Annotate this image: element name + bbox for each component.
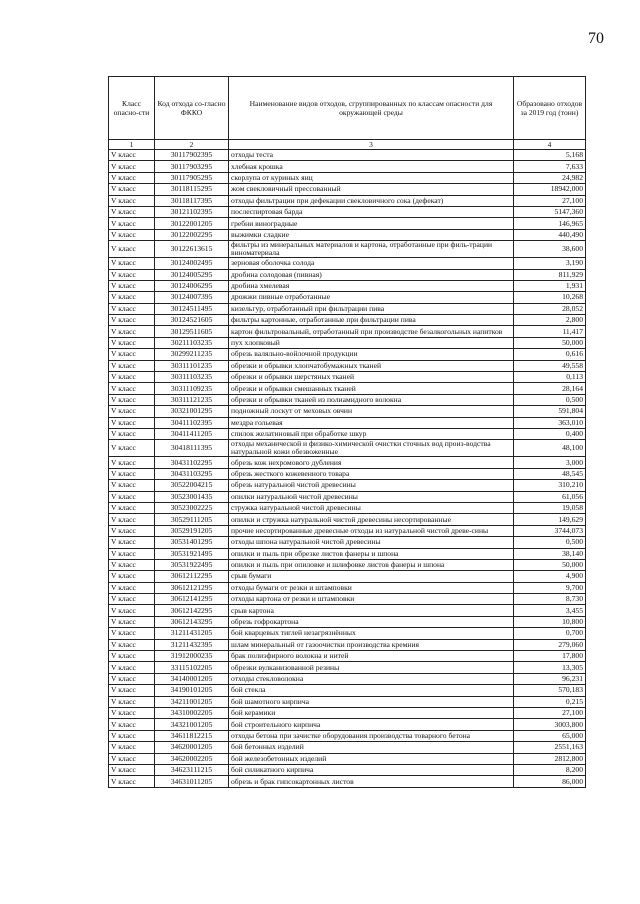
row-name: спилок желатиновый при обработке шкур xyxy=(229,428,514,439)
table-row xyxy=(109,707,586,718)
table-row xyxy=(109,150,586,161)
table-row xyxy=(109,360,586,371)
row-name: пух хлопковый xyxy=(229,337,514,348)
row-code: 30311109235 xyxy=(155,383,229,394)
column-number-row xyxy=(109,140,586,150)
row-name: послеспиртовая барда xyxy=(229,206,514,217)
row-name: жом свекловичный прессованный xyxy=(229,184,514,195)
table-row xyxy=(109,514,586,525)
row-code: 30122001205 xyxy=(155,218,229,229)
row-name: бой керамики xyxy=(229,707,514,718)
row-class: V класс xyxy=(109,315,155,326)
row-amount: 440,490 xyxy=(514,229,586,240)
row-amount: 3003,800 xyxy=(514,719,586,730)
row-amount: 279,060 xyxy=(514,639,586,650)
table-row xyxy=(109,184,586,195)
row-name: зерновая оболочка солода xyxy=(229,258,514,269)
row-name: хлебная крошка xyxy=(229,161,514,172)
row-code: 30118115295 xyxy=(155,184,229,195)
row-code: 30124006295 xyxy=(155,280,229,291)
row-code: 30311121235 xyxy=(155,394,229,405)
row-name: отходы шпона натуральной чистой древесины xyxy=(229,537,514,548)
row-name: обрезки и обрывки смешанных тканей xyxy=(229,383,514,394)
table-row xyxy=(109,582,586,593)
table-row xyxy=(109,172,586,183)
table-row xyxy=(109,417,586,428)
table-row xyxy=(109,269,586,280)
row-class: V класс xyxy=(109,502,155,513)
row-amount: 86,000 xyxy=(514,776,586,787)
table-row xyxy=(109,258,586,269)
table-row xyxy=(109,161,586,172)
header-code: Код отхода со-гласно ФККО xyxy=(155,77,229,140)
row-amount: 8,730 xyxy=(514,594,586,605)
row-code: 30118117395 xyxy=(155,195,229,206)
row-code: 30529111205 xyxy=(155,514,229,525)
row-code: 30121102395 xyxy=(155,206,229,217)
row-name: стружка натуральной чистой древесины xyxy=(229,502,514,513)
row-name: картон фильтровальный, отработанный при производстве безалкогольных напитков xyxy=(229,326,514,337)
row-amount: 18942,000 xyxy=(514,184,586,195)
table-row xyxy=(109,218,586,229)
row-code: 30411102395 xyxy=(155,417,229,428)
row-amount: 38,140 xyxy=(514,548,586,559)
row-class: V класс xyxy=(109,525,155,536)
table-row xyxy=(109,571,586,582)
row-code: 30122002295 xyxy=(155,229,229,240)
row-name: обрезь и брак гипсокартонных листов xyxy=(229,776,514,787)
row-code: 30612121295 xyxy=(155,582,229,593)
row-amount: 8,200 xyxy=(514,764,586,775)
row-amount: 149,629 xyxy=(514,514,586,525)
row-name: дробина солодовая (пивная) xyxy=(229,269,514,280)
row-amount: 3,000 xyxy=(514,457,586,468)
row-amount: 591,804 xyxy=(514,406,586,417)
table-row xyxy=(109,383,586,394)
row-class: V класс xyxy=(109,582,155,593)
header-amount: Образовано отходов за 2019 год (тонн) xyxy=(514,77,586,140)
row-code: 30311101235 xyxy=(155,360,229,371)
row-class: V класс xyxy=(109,258,155,269)
row-code: 34321001205 xyxy=(155,719,229,730)
row-code: 30124002495 xyxy=(155,258,229,269)
row-name: прочие несортированные древесные отходы из натуральной чистой древе-сины xyxy=(229,525,514,536)
row-class: V класс xyxy=(109,326,155,337)
table-row xyxy=(109,394,586,405)
row-class: V класс xyxy=(109,360,155,371)
row-name: срыв картона xyxy=(229,605,514,616)
table-row xyxy=(109,525,586,536)
header-class: Класс опасно-сти xyxy=(109,77,155,140)
row-code: 34140001205 xyxy=(155,673,229,684)
row-class: V класс xyxy=(109,764,155,775)
row-amount: 61,056 xyxy=(514,491,586,502)
row-amount: 4,900 xyxy=(514,571,586,582)
row-code: 30522004215 xyxy=(155,480,229,491)
row-code: 30124511495 xyxy=(155,303,229,314)
row-name: обрезки и обрывки хлопчатобумажных тканей xyxy=(229,360,514,371)
row-class: V класс xyxy=(109,605,155,616)
column-number: 1 xyxy=(109,140,155,150)
row-class: V класс xyxy=(109,218,155,229)
row-amount: 50,000 xyxy=(514,337,586,348)
row-amount: 2,800 xyxy=(514,315,586,326)
row-amount: 146,965 xyxy=(514,218,586,229)
table-row xyxy=(109,206,586,217)
row-code: 30211103235 xyxy=(155,337,229,348)
row-name: скорлупа от куриных яиц xyxy=(229,172,514,183)
row-class: V класс xyxy=(109,696,155,707)
row-class: V класс xyxy=(109,440,155,457)
table-row xyxy=(109,696,586,707)
row-amount: 28,164 xyxy=(514,383,586,394)
row-name: фильтры картонные, отработанные при фильтрации пива xyxy=(229,315,514,326)
table-row xyxy=(109,292,586,303)
table-row xyxy=(109,241,586,258)
row-amount: 0,500 xyxy=(514,394,586,405)
row-name: кизельгур, отработанный при фильтрации пива xyxy=(229,303,514,314)
row-amount: 24,982 xyxy=(514,172,586,183)
row-name: обрезь валяльно-войлочной продукции xyxy=(229,349,514,360)
row-code: 31912000235 xyxy=(155,651,229,662)
row-class: V класс xyxy=(109,383,155,394)
row-name: отходы бетона при зачистке оборудования производства товарного бетона xyxy=(229,730,514,741)
page-number: 70 xyxy=(588,30,604,47)
row-amount: 811,929 xyxy=(514,269,586,280)
row-amount: 0,400 xyxy=(514,428,586,439)
row-amount: 50,000 xyxy=(514,559,586,570)
row-amount: 0,616 xyxy=(514,349,586,360)
row-amount: 11,417 xyxy=(514,326,586,337)
row-code: 30531401295 xyxy=(155,537,229,548)
row-name: бой силикатного кирпича xyxy=(229,764,514,775)
row-amount: 10,268 xyxy=(514,292,586,303)
row-name: отходы бумаги от резки и штамповки xyxy=(229,582,514,593)
row-amount: 310,210 xyxy=(514,480,586,491)
row-amount: 0,700 xyxy=(514,628,586,639)
table-row xyxy=(109,337,586,348)
row-class: V класс xyxy=(109,480,155,491)
row-name: бой кварцевых тиглей незагрязнённых xyxy=(229,628,514,639)
row-class: V класс xyxy=(109,372,155,383)
table-row xyxy=(109,315,586,326)
row-class: V класс xyxy=(109,616,155,627)
row-class: V класс xyxy=(109,229,155,240)
row-code: 30117903295 xyxy=(155,161,229,172)
row-amount: 5147,360 xyxy=(514,206,586,217)
column-number: 3 xyxy=(229,140,514,150)
row-class: V класс xyxy=(109,150,155,161)
row-amount: 3744,073 xyxy=(514,525,586,536)
table-row xyxy=(109,559,586,570)
row-code: 30117905295 xyxy=(155,172,229,183)
row-class: V класс xyxy=(109,559,155,570)
table-row xyxy=(109,594,586,605)
row-name: опилки и стружка натуральной чистой древесины несортированные xyxy=(229,514,514,525)
header-name: Наименование видов отходов, сгруппированных по классам опасности для окружающей среды xyxy=(229,77,514,140)
table-row xyxy=(109,776,586,787)
row-name: выжимки сладкие xyxy=(229,229,514,240)
row-code: 30117902395 xyxy=(155,150,229,161)
row-code: 30612141295 xyxy=(155,594,229,605)
row-code: 30124005295 xyxy=(155,269,229,280)
row-class: V класс xyxy=(109,468,155,479)
table-row xyxy=(109,628,586,639)
row-code: 30523001435 xyxy=(155,491,229,502)
row-class: V класс xyxy=(109,776,155,787)
table-row xyxy=(109,440,586,457)
row-class: V класс xyxy=(109,742,155,753)
table-row xyxy=(109,428,586,439)
row-name: бой стекла xyxy=(229,685,514,696)
column-number: 4 xyxy=(514,140,586,150)
row-name: дробина хмелевая xyxy=(229,280,514,291)
row-amount: 0,215 xyxy=(514,696,586,707)
row-name: отходы теста xyxy=(229,150,514,161)
row-class: V класс xyxy=(109,406,155,417)
row-amount: 2551,163 xyxy=(514,742,586,753)
row-class: V класс xyxy=(109,651,155,662)
row-code: 34211001205 xyxy=(155,696,229,707)
row-class: V класс xyxy=(109,491,155,502)
waste-table xyxy=(108,76,586,788)
row-code: 33115102205 xyxy=(155,662,229,673)
table-row xyxy=(109,616,586,627)
table-row xyxy=(109,673,586,684)
row-code: 34190101205 xyxy=(155,685,229,696)
row-amount: 28,052 xyxy=(514,303,586,314)
row-code: 30523002225 xyxy=(155,502,229,513)
row-name: бой бетонных изделий xyxy=(229,742,514,753)
row-amount: 5,168 xyxy=(514,150,586,161)
row-name: обрезки вулканизованной резины xyxy=(229,662,514,673)
table-row xyxy=(109,195,586,206)
table-row xyxy=(109,480,586,491)
row-code: 34620002205 xyxy=(155,753,229,764)
row-amount: 3,455 xyxy=(514,605,586,616)
row-code: 30299211235 xyxy=(155,349,229,360)
row-class: V класс xyxy=(109,457,155,468)
row-class: V класс xyxy=(109,292,155,303)
row-class: V класс xyxy=(109,417,155,428)
row-amount: 0,113 xyxy=(514,372,586,383)
row-class: V класс xyxy=(109,241,155,258)
row-class: V класс xyxy=(109,349,155,360)
row-name: обрезь гофрокартона xyxy=(229,616,514,627)
row-amount: 49,558 xyxy=(514,360,586,371)
row-amount: 0,500 xyxy=(514,537,586,548)
row-class: V класс xyxy=(109,184,155,195)
row-code: 30612112295 xyxy=(155,571,229,582)
table-row xyxy=(109,502,586,513)
row-amount: 19,058 xyxy=(514,502,586,513)
row-name: опилки и пыль при обрезке листов фанеры и шпона xyxy=(229,548,514,559)
table-row xyxy=(109,537,586,548)
table-row xyxy=(109,372,586,383)
row-code: 34631011205 xyxy=(155,776,229,787)
row-class: V класс xyxy=(109,337,155,348)
row-class: V класс xyxy=(109,428,155,439)
row-name: бой железобетонных изделий xyxy=(229,753,514,764)
row-name: отходы механической и физико-химической очистки сточных вод произ-водства натуральной кожи обезвоженные xyxy=(229,440,514,457)
row-code: 30124521605 xyxy=(155,315,229,326)
row-name: бой шамотного кирпича xyxy=(229,696,514,707)
row-class: V класс xyxy=(109,594,155,605)
row-name: отходы стекловолокна xyxy=(229,673,514,684)
row-code: 30411411205 xyxy=(155,428,229,439)
row-name: гребни виноградные xyxy=(229,218,514,229)
row-code: 34310002205 xyxy=(155,707,229,718)
row-class: V класс xyxy=(109,537,155,548)
row-code: 31211431205 xyxy=(155,628,229,639)
row-name: фильтры из минеральных материалов и картона, отработанные при филь-трации виноматериала xyxy=(229,241,514,258)
row-amount: 7,633 xyxy=(514,161,586,172)
row-name: обрезь жесткого кожевенного товара xyxy=(229,468,514,479)
row-amount: 38,600 xyxy=(514,241,586,258)
table-row xyxy=(109,764,586,775)
table-row xyxy=(109,468,586,479)
column-number: 2 xyxy=(155,140,229,150)
row-amount: 27,100 xyxy=(514,195,586,206)
row-code: 30531921495 xyxy=(155,548,229,559)
row-name: обрезки и обрывки шерстяных тканей xyxy=(229,372,514,383)
row-name: дрожжи пивные отработанные xyxy=(229,292,514,303)
row-class: V класс xyxy=(109,673,155,684)
row-name: брак полиэфирного волокна и нитей xyxy=(229,651,514,662)
row-name: отходы картона от резки и штамповки xyxy=(229,594,514,605)
row-code: 30124007395 xyxy=(155,292,229,303)
row-code: 34611812215 xyxy=(155,730,229,741)
row-name: бой строительного кирпича xyxy=(229,719,514,730)
row-class: V класс xyxy=(109,730,155,741)
row-class: V класс xyxy=(109,548,155,559)
row-name: отходы фильтрации при дефекации свекловичного сока (дефекат) xyxy=(229,195,514,206)
table-row xyxy=(109,491,586,502)
row-class: V класс xyxy=(109,206,155,217)
row-code: 30418111395 xyxy=(155,440,229,457)
row-name: обрезки и обрывки тканей из полиамидного волокна xyxy=(229,394,514,405)
table-row xyxy=(109,605,586,616)
row-class: V класс xyxy=(109,514,155,525)
row-class: V класс xyxy=(109,269,155,280)
row-class: V класс xyxy=(109,707,155,718)
waste-table-body xyxy=(109,77,586,788)
table-row xyxy=(109,280,586,291)
table-row xyxy=(109,326,586,337)
row-class: V класс xyxy=(109,280,155,291)
row-code: 31211432395 xyxy=(155,639,229,650)
row-amount: 48,100 xyxy=(514,440,586,457)
row-class: V класс xyxy=(109,719,155,730)
row-code: 30531922495 xyxy=(155,559,229,570)
table-row xyxy=(109,719,586,730)
row-name: опилки натуральной чистой древесины xyxy=(229,491,514,502)
row-amount: 1,931 xyxy=(514,280,586,291)
table-row xyxy=(109,639,586,650)
row-class: V класс xyxy=(109,303,155,314)
row-name: подножный лоскут от меховых овчин xyxy=(229,406,514,417)
row-amount: 17,800 xyxy=(514,651,586,662)
table-row xyxy=(109,457,586,468)
row-amount: 65,000 xyxy=(514,730,586,741)
table-row xyxy=(109,548,586,559)
row-class: V класс xyxy=(109,662,155,673)
table-header-row xyxy=(109,77,586,140)
row-code: 30529191205 xyxy=(155,525,229,536)
row-code: 30431102295 xyxy=(155,457,229,468)
row-amount: 363,010 xyxy=(514,417,586,428)
row-code: 30321001295 xyxy=(155,406,229,417)
row-code: 30129511605 xyxy=(155,326,229,337)
table-row xyxy=(109,730,586,741)
row-class: V класс xyxy=(109,685,155,696)
table-row xyxy=(109,742,586,753)
row-class: V класс xyxy=(109,639,155,650)
row-class: V класс xyxy=(109,753,155,764)
table-row xyxy=(109,753,586,764)
row-name: срыв бумаги xyxy=(229,571,514,582)
row-code: 30431103295 xyxy=(155,468,229,479)
row-amount: 3,190 xyxy=(514,258,586,269)
row-code: 30311103235 xyxy=(155,372,229,383)
row-class: V класс xyxy=(109,161,155,172)
table-row xyxy=(109,303,586,314)
table-row xyxy=(109,685,586,696)
row-amount: 9,700 xyxy=(514,582,586,593)
row-amount: 10,800 xyxy=(514,616,586,627)
row-code: 34623111215 xyxy=(155,764,229,775)
row-class: V класс xyxy=(109,394,155,405)
row-name: мездра гольевая xyxy=(229,417,514,428)
row-amount: 2812,800 xyxy=(514,753,586,764)
table-row xyxy=(109,651,586,662)
row-amount: 570,183 xyxy=(514,685,586,696)
row-code: 30612142295 xyxy=(155,605,229,616)
row-class: V класс xyxy=(109,195,155,206)
row-code: 30122613615 xyxy=(155,241,229,258)
row-name: шлам минеральный от газоочистки производства кремния xyxy=(229,639,514,650)
row-amount: 13,305 xyxy=(514,662,586,673)
row-class: V класс xyxy=(109,172,155,183)
table-row xyxy=(109,349,586,360)
row-name: обрезь натуральной чистой древесины xyxy=(229,480,514,491)
row-amount: 96,231 xyxy=(514,673,586,684)
table-row xyxy=(109,662,586,673)
row-amount: 48,545 xyxy=(514,468,586,479)
row-name: обрезь кож нехромового дубления xyxy=(229,457,514,468)
row-name: опилки и пыль при опиловке и шлифовке листов фанеры и шпона xyxy=(229,559,514,570)
row-class: V класс xyxy=(109,571,155,582)
row-code: 30612143295 xyxy=(155,616,229,627)
row-class: V класс xyxy=(109,628,155,639)
row-amount: 27,100 xyxy=(514,707,586,718)
table-row xyxy=(109,229,586,240)
row-code: 34620001205 xyxy=(155,742,229,753)
table-row xyxy=(109,406,586,417)
